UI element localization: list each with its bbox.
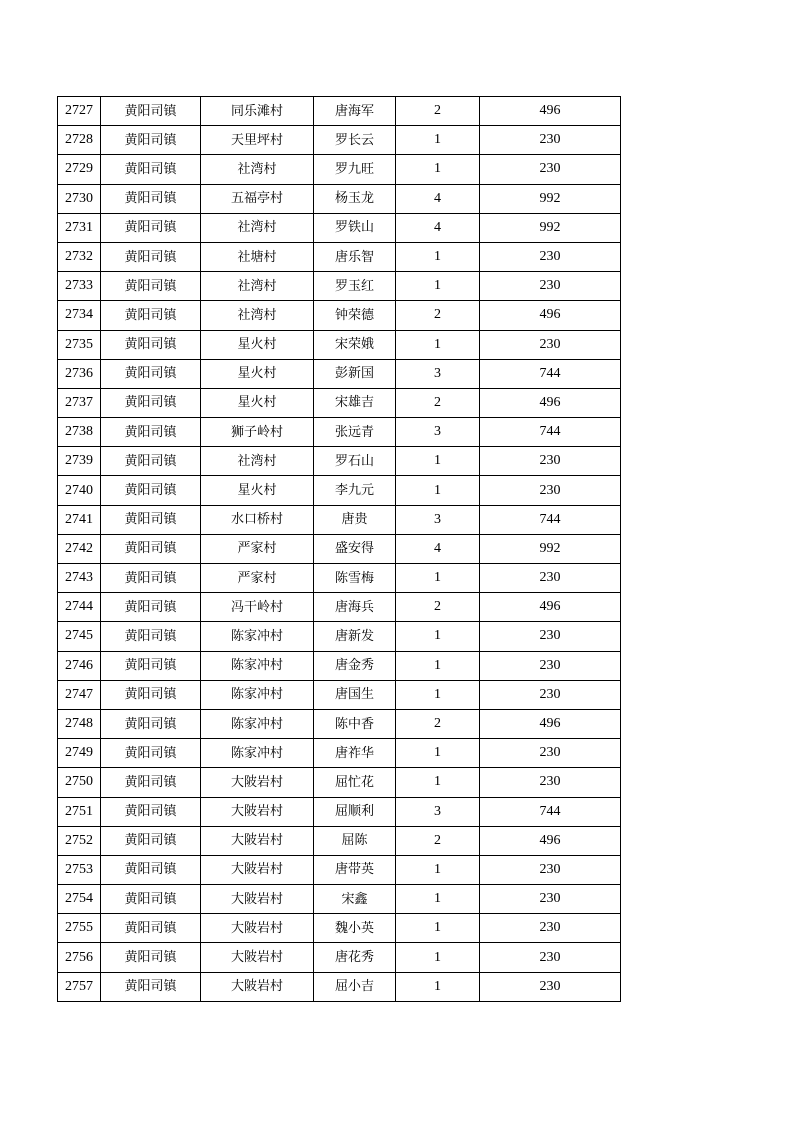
table-row bbox=[58, 622, 621, 651]
serial-number-cell: 2737 bbox=[58, 388, 101, 417]
serial-number-cell: 2729 bbox=[58, 155, 101, 184]
table-row bbox=[58, 797, 621, 826]
serial-number-cell: 2733 bbox=[58, 272, 101, 301]
serial-number-cell: 2746 bbox=[58, 651, 101, 680]
table-row bbox=[58, 359, 621, 388]
serial-number-cell: 2735 bbox=[58, 330, 101, 359]
table-row bbox=[58, 709, 621, 738]
person-name-cell: 杨玉龙 bbox=[314, 184, 396, 213]
town-cell: 黄阳司镇 bbox=[101, 301, 201, 330]
household-count-cell: 1 bbox=[396, 564, 480, 593]
amount-cell: 496 bbox=[480, 301, 621, 330]
town-cell: 黄阳司镇 bbox=[101, 797, 201, 826]
amount-cell: 744 bbox=[480, 359, 621, 388]
table-row bbox=[58, 885, 621, 914]
amount-cell: 496 bbox=[480, 709, 621, 738]
town-cell: 黄阳司镇 bbox=[101, 330, 201, 359]
amount-cell: 496 bbox=[480, 97, 621, 126]
table-row bbox=[58, 534, 621, 563]
table-row bbox=[58, 505, 621, 534]
village-cell: 五福亭村 bbox=[201, 184, 314, 213]
table-row bbox=[58, 564, 621, 593]
table-row bbox=[58, 97, 621, 126]
household-count-cell: 1 bbox=[396, 943, 480, 972]
amount-cell: 230 bbox=[480, 272, 621, 301]
serial-number-cell: 2752 bbox=[58, 826, 101, 855]
table-row bbox=[58, 972, 621, 1001]
town-cell: 黄阳司镇 bbox=[101, 155, 201, 184]
village-cell: 大陂岩村 bbox=[201, 797, 314, 826]
serial-number-cell: 2757 bbox=[58, 972, 101, 1001]
town-cell: 黄阳司镇 bbox=[101, 126, 201, 155]
person-name-cell: 唐国生 bbox=[314, 680, 396, 709]
town-cell: 黄阳司镇 bbox=[101, 242, 201, 271]
town-cell: 黄阳司镇 bbox=[101, 680, 201, 709]
village-cell: 星火村 bbox=[201, 330, 314, 359]
serial-number-cell: 2750 bbox=[58, 768, 101, 797]
village-cell: 陈家冲村 bbox=[201, 739, 314, 768]
household-count-cell: 1 bbox=[396, 739, 480, 768]
serial-number-cell: 2734 bbox=[58, 301, 101, 330]
village-cell: 严家村 bbox=[201, 534, 314, 563]
table-row bbox=[58, 943, 621, 972]
village-cell: 大陂岩村 bbox=[201, 972, 314, 1001]
town-cell: 黄阳司镇 bbox=[101, 476, 201, 505]
amount-cell: 230 bbox=[480, 943, 621, 972]
household-count-cell: 2 bbox=[396, 826, 480, 855]
household-count-cell: 1 bbox=[396, 447, 480, 476]
village-cell: 大陂岩村 bbox=[201, 943, 314, 972]
amount-cell: 992 bbox=[480, 534, 621, 563]
table-row bbox=[58, 272, 621, 301]
table-row bbox=[58, 914, 621, 943]
amount-cell: 230 bbox=[480, 972, 621, 1001]
person-name-cell: 屈顺利 bbox=[314, 797, 396, 826]
household-count-cell: 3 bbox=[396, 797, 480, 826]
amount-cell: 230 bbox=[480, 564, 621, 593]
town-cell: 黄阳司镇 bbox=[101, 564, 201, 593]
amount-cell: 230 bbox=[480, 739, 621, 768]
person-name-cell: 盛安得 bbox=[314, 534, 396, 563]
table-row bbox=[58, 476, 621, 505]
amount-cell: 230 bbox=[480, 768, 621, 797]
table-row bbox=[58, 593, 621, 622]
person-name-cell: 屈忙花 bbox=[314, 768, 396, 797]
village-cell: 星火村 bbox=[201, 476, 314, 505]
household-count-cell: 1 bbox=[396, 855, 480, 884]
household-count-cell: 4 bbox=[396, 534, 480, 563]
town-cell: 黄阳司镇 bbox=[101, 739, 201, 768]
person-name-cell: 宋荣娥 bbox=[314, 330, 396, 359]
person-name-cell: 屈陈 bbox=[314, 826, 396, 855]
town-cell: 黄阳司镇 bbox=[101, 885, 201, 914]
amount-cell: 230 bbox=[480, 885, 621, 914]
town-cell: 黄阳司镇 bbox=[101, 826, 201, 855]
roster-body bbox=[58, 97, 621, 1002]
town-cell: 黄阳司镇 bbox=[101, 709, 201, 738]
village-cell: 大陂岩村 bbox=[201, 855, 314, 884]
household-count-cell: 1 bbox=[396, 155, 480, 184]
person-name-cell: 唐乐智 bbox=[314, 242, 396, 271]
person-name-cell: 屈小吉 bbox=[314, 972, 396, 1001]
serial-number-cell: 2756 bbox=[58, 943, 101, 972]
household-count-cell: 1 bbox=[396, 680, 480, 709]
household-count-cell: 1 bbox=[396, 768, 480, 797]
household-count-cell: 3 bbox=[396, 418, 480, 447]
table-row bbox=[58, 388, 621, 417]
amount-cell: 744 bbox=[480, 418, 621, 447]
household-count-cell: 2 bbox=[396, 301, 480, 330]
serial-number-cell: 2753 bbox=[58, 855, 101, 884]
town-cell: 黄阳司镇 bbox=[101, 593, 201, 622]
person-name-cell: 陈中香 bbox=[314, 709, 396, 738]
table-row bbox=[58, 242, 621, 271]
person-name-cell: 唐海军 bbox=[314, 97, 396, 126]
serial-number-cell: 2727 bbox=[58, 97, 101, 126]
amount-cell: 230 bbox=[480, 330, 621, 359]
village-cell: 星火村 bbox=[201, 359, 314, 388]
town-cell: 黄阳司镇 bbox=[101, 359, 201, 388]
serial-number-cell: 2742 bbox=[58, 534, 101, 563]
serial-number-cell: 2749 bbox=[58, 739, 101, 768]
table-row bbox=[58, 213, 621, 242]
serial-number-cell: 2744 bbox=[58, 593, 101, 622]
village-cell: 天里坪村 bbox=[201, 126, 314, 155]
table-row bbox=[58, 330, 621, 359]
person-name-cell: 唐祚华 bbox=[314, 739, 396, 768]
household-count-cell: 2 bbox=[396, 97, 480, 126]
town-cell: 黄阳司镇 bbox=[101, 622, 201, 651]
table-row bbox=[58, 126, 621, 155]
household-count-cell: 1 bbox=[396, 242, 480, 271]
village-cell: 严家村 bbox=[201, 564, 314, 593]
serial-number-cell: 2738 bbox=[58, 418, 101, 447]
amount-cell: 496 bbox=[480, 826, 621, 855]
person-name-cell: 唐带英 bbox=[314, 855, 396, 884]
town-cell: 黄阳司镇 bbox=[101, 855, 201, 884]
village-cell: 狮子岭村 bbox=[201, 418, 314, 447]
serial-number-cell: 2751 bbox=[58, 797, 101, 826]
serial-number-cell: 2728 bbox=[58, 126, 101, 155]
serial-number-cell: 2730 bbox=[58, 184, 101, 213]
household-count-cell: 1 bbox=[396, 330, 480, 359]
person-name-cell: 唐海兵 bbox=[314, 593, 396, 622]
serial-number-cell: 2748 bbox=[58, 709, 101, 738]
person-name-cell: 宋雄吉 bbox=[314, 388, 396, 417]
serial-number-cell: 2732 bbox=[58, 242, 101, 271]
village-cell: 冯干岭村 bbox=[201, 593, 314, 622]
table-row bbox=[58, 739, 621, 768]
serial-number-cell: 2739 bbox=[58, 447, 101, 476]
table-row bbox=[58, 680, 621, 709]
table-row bbox=[58, 301, 621, 330]
amount-cell: 230 bbox=[480, 651, 621, 680]
amount-cell: 230 bbox=[480, 155, 621, 184]
village-cell: 社塘村 bbox=[201, 242, 314, 271]
roster-table bbox=[57, 96, 621, 1002]
village-cell: 陈家冲村 bbox=[201, 651, 314, 680]
amount-cell: 992 bbox=[480, 213, 621, 242]
household-count-cell: 2 bbox=[396, 388, 480, 417]
serial-number-cell: 2736 bbox=[58, 359, 101, 388]
person-name-cell: 罗长云 bbox=[314, 126, 396, 155]
person-name-cell: 魏小英 bbox=[314, 914, 396, 943]
serial-number-cell: 2731 bbox=[58, 213, 101, 242]
household-count-cell: 1 bbox=[396, 914, 480, 943]
amount-cell: 230 bbox=[480, 622, 621, 651]
table-row bbox=[58, 768, 621, 797]
amount-cell: 230 bbox=[480, 447, 621, 476]
person-name-cell: 罗玉红 bbox=[314, 272, 396, 301]
table-row bbox=[58, 447, 621, 476]
village-cell: 社湾村 bbox=[201, 447, 314, 476]
village-cell: 同乐滩村 bbox=[201, 97, 314, 126]
household-count-cell: 1 bbox=[396, 126, 480, 155]
table-row bbox=[58, 155, 621, 184]
town-cell: 黄阳司镇 bbox=[101, 388, 201, 417]
serial-number-cell: 2747 bbox=[58, 680, 101, 709]
town-cell: 黄阳司镇 bbox=[101, 184, 201, 213]
household-count-cell: 1 bbox=[396, 476, 480, 505]
amount-cell: 496 bbox=[480, 388, 621, 417]
town-cell: 黄阳司镇 bbox=[101, 972, 201, 1001]
town-cell: 黄阳司镇 bbox=[101, 97, 201, 126]
town-cell: 黄阳司镇 bbox=[101, 447, 201, 476]
town-cell: 黄阳司镇 bbox=[101, 534, 201, 563]
town-cell: 黄阳司镇 bbox=[101, 914, 201, 943]
household-count-cell: 1 bbox=[396, 622, 480, 651]
table-row bbox=[58, 184, 621, 213]
person-name-cell: 唐金秀 bbox=[314, 651, 396, 680]
person-name-cell: 陈雪梅 bbox=[314, 564, 396, 593]
serial-number-cell: 2745 bbox=[58, 622, 101, 651]
table-row bbox=[58, 826, 621, 855]
household-count-cell: 1 bbox=[396, 651, 480, 680]
person-name-cell: 彭新国 bbox=[314, 359, 396, 388]
village-cell: 社湾村 bbox=[201, 272, 314, 301]
household-count-cell: 2 bbox=[396, 593, 480, 622]
household-count-cell: 3 bbox=[396, 505, 480, 534]
town-cell: 黄阳司镇 bbox=[101, 768, 201, 797]
amount-cell: 230 bbox=[480, 680, 621, 709]
amount-cell: 744 bbox=[480, 505, 621, 534]
amount-cell: 230 bbox=[480, 126, 621, 155]
village-cell: 陈家冲村 bbox=[201, 680, 314, 709]
amount-cell: 744 bbox=[480, 797, 621, 826]
village-cell: 水口桥村 bbox=[201, 505, 314, 534]
amount-cell: 230 bbox=[480, 242, 621, 271]
person-name-cell: 张远青 bbox=[314, 418, 396, 447]
person-name-cell: 唐花秀 bbox=[314, 943, 396, 972]
amount-cell: 230 bbox=[480, 914, 621, 943]
household-count-cell: 1 bbox=[396, 885, 480, 914]
table-row bbox=[58, 855, 621, 884]
serial-number-cell: 2743 bbox=[58, 564, 101, 593]
village-cell: 陈家冲村 bbox=[201, 709, 314, 738]
household-count-cell: 1 bbox=[396, 972, 480, 1001]
serial-number-cell: 2740 bbox=[58, 476, 101, 505]
person-name-cell: 唐贵 bbox=[314, 505, 396, 534]
town-cell: 黄阳司镇 bbox=[101, 272, 201, 301]
household-count-cell: 4 bbox=[396, 213, 480, 242]
person-name-cell: 罗铁山 bbox=[314, 213, 396, 242]
person-name-cell: 唐新发 bbox=[314, 622, 396, 651]
village-cell: 大陂岩村 bbox=[201, 914, 314, 943]
table-row bbox=[58, 418, 621, 447]
town-cell: 黄阳司镇 bbox=[101, 213, 201, 242]
person-name-cell: 李九元 bbox=[314, 476, 396, 505]
village-cell: 社湾村 bbox=[201, 301, 314, 330]
amount-cell: 992 bbox=[480, 184, 621, 213]
table-row bbox=[58, 651, 621, 680]
village-cell: 陈家冲村 bbox=[201, 622, 314, 651]
household-count-cell: 2 bbox=[396, 709, 480, 738]
household-count-cell: 1 bbox=[396, 272, 480, 301]
person-name-cell: 钟荣德 bbox=[314, 301, 396, 330]
village-cell: 社湾村 bbox=[201, 213, 314, 242]
household-count-cell: 3 bbox=[396, 359, 480, 388]
village-cell: 社湾村 bbox=[201, 155, 314, 184]
person-name-cell: 罗石山 bbox=[314, 447, 396, 476]
serial-number-cell: 2754 bbox=[58, 885, 101, 914]
village-cell: 星火村 bbox=[201, 388, 314, 417]
town-cell: 黄阳司镇 bbox=[101, 418, 201, 447]
town-cell: 黄阳司镇 bbox=[101, 943, 201, 972]
town-cell: 黄阳司镇 bbox=[101, 505, 201, 534]
amount-cell: 230 bbox=[480, 855, 621, 884]
amount-cell: 496 bbox=[480, 593, 621, 622]
village-cell: 大陂岩村 bbox=[201, 885, 314, 914]
serial-number-cell: 2741 bbox=[58, 505, 101, 534]
household-count-cell: 4 bbox=[396, 184, 480, 213]
village-cell: 大陂岩村 bbox=[201, 768, 314, 797]
amount-cell: 230 bbox=[480, 476, 621, 505]
town-cell: 黄阳司镇 bbox=[101, 651, 201, 680]
serial-number-cell: 2755 bbox=[58, 914, 101, 943]
person-name-cell: 罗九旺 bbox=[314, 155, 396, 184]
village-cell: 大陂岩村 bbox=[201, 826, 314, 855]
person-name-cell: 宋鑫 bbox=[314, 885, 396, 914]
